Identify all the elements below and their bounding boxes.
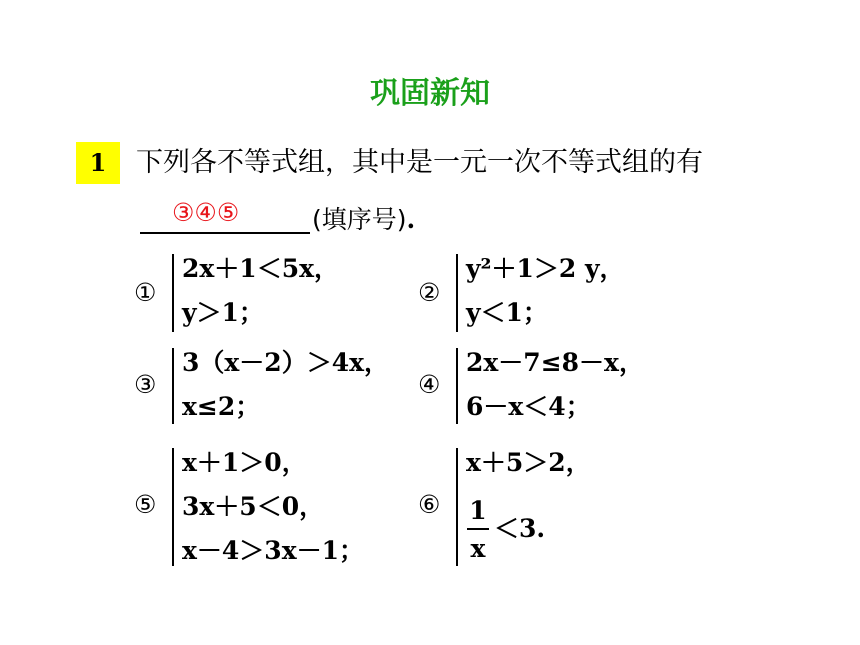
- left-brace: [172, 254, 174, 332]
- inequality-line: ＜3.: [494, 514, 546, 543]
- inequality-line: x≤2；: [182, 392, 261, 421]
- answer-blank-line: [140, 232, 310, 234]
- system-marker: ①: [134, 278, 157, 307]
- inequality-line: y＞1；: [182, 298, 264, 327]
- system-marker: ③: [134, 370, 157, 399]
- question-stem: 下列各不等式组，其中是一元一次不等式组的有: [136, 147, 703, 178]
- system-marker: ⑥: [418, 490, 441, 519]
- inequality-line: 3x＋5＜0，: [182, 492, 325, 521]
- left-brace: [456, 254, 458, 332]
- inequality-line: x－4＞3x－1；: [182, 536, 364, 565]
- left-brace: [172, 448, 174, 566]
- system-marker: ②: [418, 278, 441, 307]
- system-marker: ⑤: [134, 490, 157, 519]
- inequality-line: 3（x－2）＞4x，: [182, 348, 389, 377]
- inequality-line: 2x－7≤8－x，: [466, 348, 644, 377]
- fraction-numerator: 1: [469, 496, 487, 525]
- inequality-line: 6－x＜4；: [466, 392, 591, 421]
- system-marker: ④: [418, 370, 441, 399]
- inequality-line: y＜1；: [466, 298, 548, 327]
- left-brace: [456, 448, 458, 566]
- fraction-denominator: x: [470, 534, 486, 563]
- page-title: 巩固新知: [370, 76, 490, 111]
- fraction-bar: [467, 528, 489, 530]
- question-number-badge: 1: [76, 142, 120, 184]
- instruction-text: (填序号): [312, 205, 407, 234]
- inequality-line: x＋5＞2，: [466, 448, 591, 477]
- inequality-line: 2x＋1＜5x，: [182, 254, 339, 283]
- left-brace: [172, 348, 174, 424]
- left-brace: [456, 348, 458, 424]
- inequality-line: x＋1＞0，: [182, 448, 307, 477]
- answer-instruction: [312, 200, 415, 236]
- inequality-line: y²＋1＞2 y，: [466, 254, 625, 283]
- answer-text: ③④⑤: [172, 198, 240, 227]
- instruction-period: .: [406, 205, 416, 234]
